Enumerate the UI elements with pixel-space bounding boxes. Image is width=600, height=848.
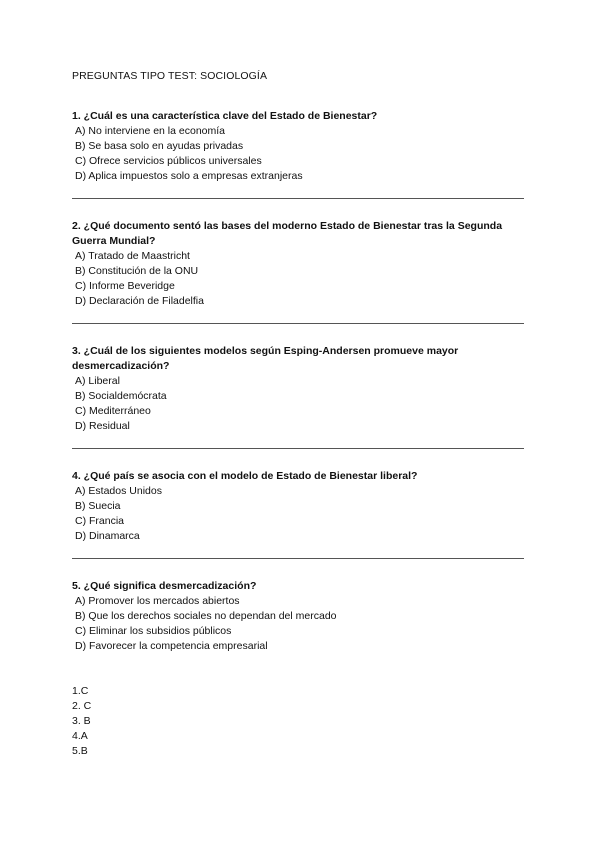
option-b: B) Socialdemócrata [75, 390, 167, 402]
option-c: C) Mediterráneo [75, 405, 151, 417]
question-2 [72, 219, 524, 309]
option-b: B) Constitución de la ONU [75, 265, 199, 277]
document-page [72, 70, 524, 759]
question-text: 4. ¿Qué país se asocia con el modelo de Estado de Bienestar liberal? [72, 470, 418, 482]
question-4 [72, 469, 524, 544]
option-d: D) Residual [75, 420, 130, 432]
question-1 [72, 109, 524, 184]
option-c: C) Ofrece servicios públicos universales [75, 155, 262, 167]
divider [72, 558, 524, 559]
divider [72, 323, 524, 324]
answer-item: 2. C [72, 700, 92, 712]
option-a: A) Promover los mercados abiertos [75, 595, 240, 607]
option-c: C) Francia [75, 515, 125, 527]
divider [72, 448, 524, 449]
answer-item: 5.B [72, 745, 88, 757]
divider [72, 198, 524, 199]
option-a: A) Estados Unidos [75, 485, 162, 497]
option-b: B) Que los derechos sociales no dependan del mercado [75, 610, 337, 622]
answer-item: 3. B [72, 715, 91, 727]
option-d: D) Favorecer la competencia empresarial [75, 640, 268, 652]
answer-item: 4.A [72, 730, 88, 742]
option-a: A) No interviene en la economía [75, 125, 225, 137]
question-5 [72, 579, 524, 654]
question-text: 2. ¿Qué documento sentó las bases del moderno Estado de Bienestar tras la Segunda Guerra Mundial? [72, 220, 503, 247]
answer-key [72, 684, 524, 759]
question-text: 3. ¿Cuál de los siguientes modelos según Esping-Andersen promueve mayor desmercadización? [72, 345, 459, 372]
page-title: PREGUNTAS TIPO TEST: SOCIOLOGÍA [72, 70, 268, 82]
question-text: 1. ¿Cuál es una característica clave del Estado de Bienestar? [72, 110, 378, 122]
question-3 [72, 344, 524, 434]
option-b: B) Se basa solo en ayudas privadas [75, 140, 244, 152]
option-d: D) Dinamarca [75, 530, 140, 542]
option-c: C) Informe Beveridge [75, 280, 175, 292]
option-d: D) Declaración de Filadelfia [75, 295, 204, 307]
option-d: D) Aplica impuestos solo a empresas extranjeras [75, 170, 303, 182]
question-text: 5. ¿Qué significa desmercadización? [72, 580, 257, 592]
option-a: A) Tratado de Maastricht [75, 250, 190, 262]
answer-item: 1.C [72, 685, 89, 697]
option-a: A) Liberal [75, 375, 120, 387]
option-b: B) Suecia [75, 500, 121, 512]
option-c: C) Eliminar los subsidios públicos [75, 625, 232, 637]
